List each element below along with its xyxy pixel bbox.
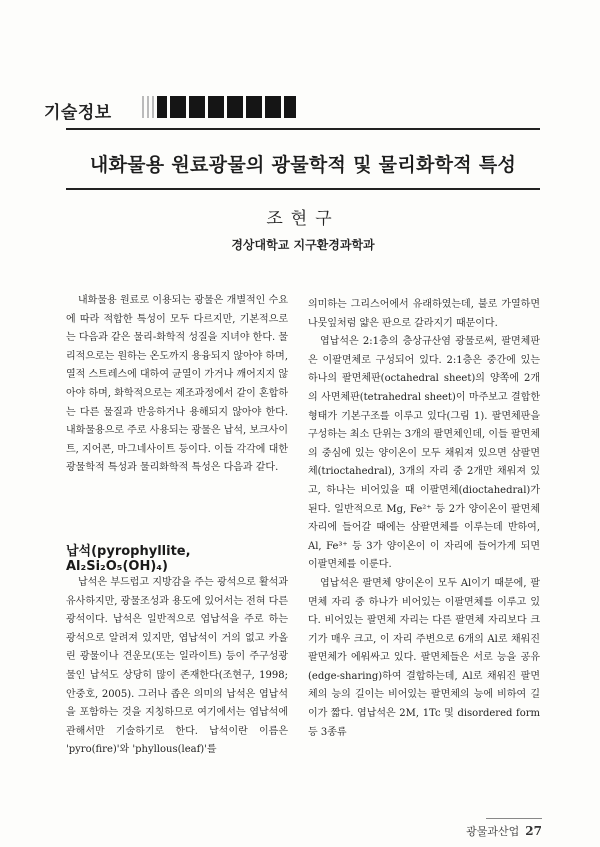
section-paragraph: 납석은 부드럽고 지방감을 주는 광석으로 활석과 유사하지만, 광물조성과 용도에 있어서는 전혀 다른 광석이다. 납석은 일반적으로 엽납석을 주로 하는 광석으로 알려져 있지만, 엽납석이 거의 없고 카올린 광물이나 견운모(또는 일라이트) 등이 주구성광물인 납석도 상당히 많이 존재한다(조현구, 1998; 안중호, 2005). 그러나 좁은 의미의 납석은 엽납석을 포함하는 것을 지칭하므로 여기에서는 엽납석에 관해서만 기술하기로 한다. 납석이란 이름은 'pyro(fire)'와 'phyllous(leaf)'를 — [66, 577, 288, 756]
right-paragraph-2: 엽납석은 2:1층의 층상규산염 광물로써, 팔면체판은 이팔면체로 구성되어 있다. 2:1층은 중간에 있는 하나의 팔면체판(octahedral sheet)의 양쪽에 2개의 사면체판(tetrahedral sheet)이 마주보고 결합한 형태가 기본구조를 이루고 있다(그림 1). 팔면체판을 구성하는 최소 단위는 3개의 팔면체인데, 이들 팔면체의 중심에 있는 양이온이 모두 채워져 있으면 삼팔면체(trioctahedral), 3개의 자리 중 2개만 채워져 있고, 하나는 비어있을 때 이팔면체(dioctahedral)가 된다. 일반적으로 Mg, Fe²⁺ 등 2가 양이온이 팔면체 자리에 들어갈 때에는 삼팔면체를 이루는데 반하여, Al, Fe³⁺ 등 3가 양이온이 이 자리에 들어가게 되면 이팔면체를 이룬다. — [308, 336, 540, 571]
page-footer — [466, 823, 542, 839]
author-affiliation: 경상대학교 지구환경과학과 — [231, 238, 375, 252]
author-name: 조현구 — [266, 209, 340, 229]
title-top-rule — [66, 128, 540, 130]
section-heading: 납석(pyrophyllite, Al₂Si₂O₅(OH)₄) — [66, 544, 191, 574]
footer-rule — [486, 818, 542, 819]
section-tag: 기술정보 — [44, 103, 112, 123]
journal-name: 광물과산업 — [466, 825, 520, 838]
left-column-section — [66, 574, 288, 760]
decorative-bar — [142, 96, 296, 118]
right-paragraph-1: 의미하는 그리스어에서 유래하였는데, 불로 가열하면 나뭇잎처럼 얇은 판으로 갈라지기 때문이다. — [308, 299, 540, 329]
right-column — [308, 296, 540, 742]
intro-paragraph: 내화물용 원료로 이용되는 광물은 개별적인 수요에 따라 적합한 특성이 모두 다르지만, 기본적으로는 다음과 같은 물리-화학적 성질을 지녀야 한다. 물리적으로는 원하는 온도까지 용융되지 않아야 하며, 열적 스트레스에 대하여 균열이 가거나 깨어지지 않아야 하며, 화학적으로는 제조과정에서 같이 혼합하는 다른 물질과 반응하거나 용해되지 않아야 한다. 내화물용으로 주로 사용되는 광물은 납석, 보크사이트, 지어콘, 마그네사이트 등이다. 이들 각각에 대한 광물학적 특성과 물리화학적 특성은 다음과 같다. — [66, 295, 289, 474]
page-number: 27 — [525, 824, 542, 838]
right-paragraph-3: 엽납석은 팔면체 양이온이 모두 Al이기 때문에, 팔면체 자리 중 하나가 비어있는 이팔면체를 이루고 있다. 비어있는 팔면체 자리는 다른 팔면체 자리보다 크기가 매우 크고, 이 자리 주변으로 6개의 Al로 채워진 팔면체가 에워싸고 있다. 팔면체들은 서로 능을 공유(edge-sharing)하여 결합하는데, Al로 채워진 팔면체의 능의 길이는 비어있는 팔면체의 능에 비하여 길이가 짧다. 엽납석은 2M, 1Tc 및 disordered form 등 3종류 — [308, 577, 540, 738]
article-title: 내화물용 원료광물의 광물학적 및 물리화학적 특성 — [89, 154, 517, 176]
title-bottom-rule — [66, 188, 540, 190]
left-column-intro — [66, 292, 288, 478]
